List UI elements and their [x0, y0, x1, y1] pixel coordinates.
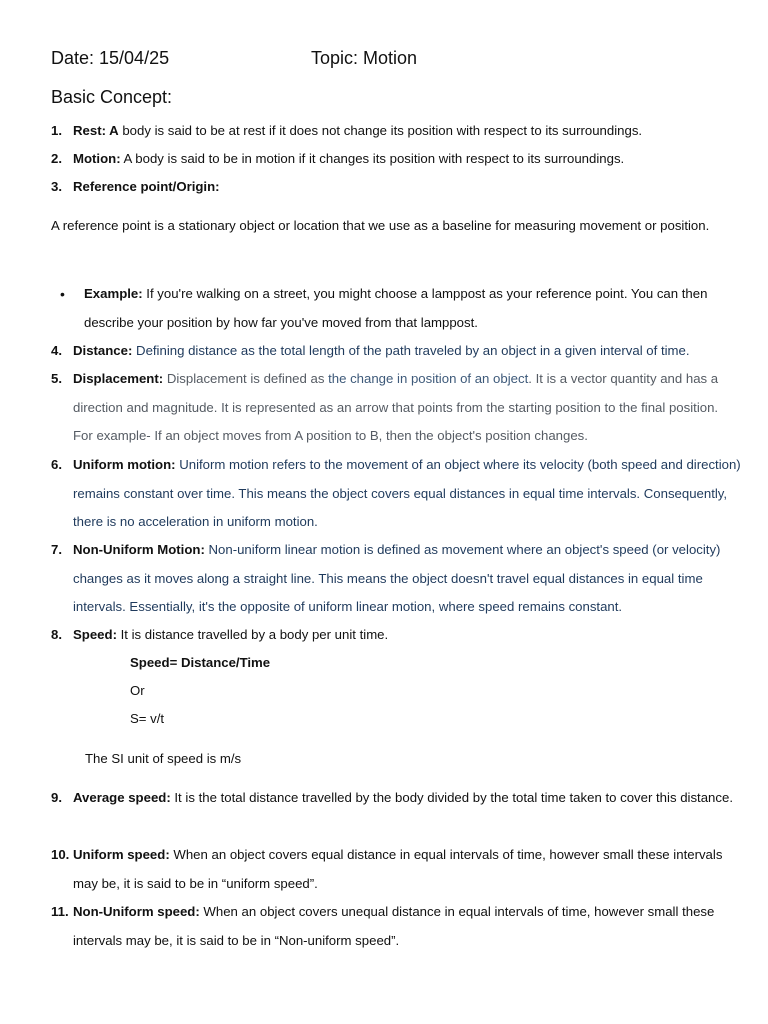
- list-item-reference-point: [51, 173, 741, 202]
- item-term: Non-Uniform Motion:: [73, 542, 205, 557]
- item-term: Average speed:: [73, 790, 171, 805]
- item-text: It is the total distance travelled by the body divided by the total time taken to cover this distance.: [170, 790, 733, 805]
- list-item-non-uniform-motion: [51, 536, 741, 622]
- list-item-motion: [51, 145, 741, 174]
- item-term: Uniform speed:: [73, 847, 170, 862]
- item-number: 4.: [51, 343, 62, 358]
- item-number: 7.: [51, 542, 62, 557]
- item-term: Speed:: [73, 627, 117, 642]
- list-item-speed: [51, 621, 741, 650]
- item-term: Displacement:: [73, 371, 164, 386]
- date-heading: Date: 15/04/25: [51, 48, 170, 68]
- item-text: When an object covers equal distance in equal intervals of time, however small these intervals may be, it is said to be in “uniform speed”.: [73, 847, 723, 891]
- list-item-uniform-speed: [51, 841, 741, 898]
- example-term: Example:: [84, 286, 143, 301]
- bullet-dot: •: [60, 286, 65, 302]
- speed-formula: Speed= Distance/Time: [130, 655, 271, 670]
- item-number: 5.: [51, 371, 62, 386]
- item-term: Uniform motion:: [73, 457, 176, 472]
- item-text: When an object covers unequal distance in equal intervals of time, however small these intervals may be, it is said to be in “Non-uniform speed”.: [73, 904, 715, 948]
- item-number: 10.: [51, 847, 70, 862]
- item-text: Uniform motion refers to the movement of an object where its velocity (both speed and direction) remains constant over time. This means the object covers equal distances in equal time intervals. Consequently, there is no acceleration in uniform motion.: [73, 457, 741, 529]
- list-item-non-uniform-speed: [51, 898, 741, 955]
- item-text: A body is said to be in motion if it changes its position with respect to its surroundings.: [120, 151, 625, 166]
- item-text-a: Displacement is defined as: [163, 371, 329, 386]
- example-text: If you're walking on a street, you might choose a lamppost as your reference point. You can then describe your position by how far you've moved from that lamppost.: [84, 286, 708, 330]
- list-item-distance: [51, 337, 741, 366]
- item-text-c: . It is a vector quantity and has a direction and magnitude. It is represented as an arrow that points from the starting position to the final position. For example- If an object moves from A position to B, then the object's position changes.: [73, 371, 719, 443]
- item-number: 1.: [51, 123, 62, 138]
- basic-concept-heading: Basic Concept:: [51, 87, 173, 107]
- item-number: 6.: [51, 457, 62, 472]
- item-term: Rest: A: [73, 123, 119, 138]
- item-term: Distance:: [73, 343, 133, 358]
- item-text: Non-uniform linear motion is defined as movement where an object's speed (or velocity) changes as it moves along a straight line. This means the object doesn't travel equal distances in equal time intervals. Essentially, it's the opposite of uniform linear motion, where speed remains constant.: [73, 542, 721, 614]
- example-bullet: [60, 280, 740, 337]
- item-number: 8.: [51, 627, 62, 642]
- item-term: Non-Uniform speed:: [73, 904, 200, 919]
- list-item-rest: [51, 117, 741, 146]
- item-number: 3.: [51, 179, 62, 194]
- item-text-highlight: the change in position of an object: [328, 371, 529, 386]
- speed-or: Or: [130, 683, 145, 698]
- item-term: Motion:: [73, 151, 121, 166]
- item-number: 9.: [51, 790, 62, 805]
- item-text: body is said to be at rest if it does not change its position with respect to its surroundings.: [118, 123, 643, 138]
- item-text: Defining distance as the total length of the path traveled by an object in a given interval of time.: [132, 343, 690, 358]
- list-item-displacement: [51, 365, 741, 451]
- item-text: It is distance travelled by a body per unit time.: [116, 627, 389, 642]
- item-number: 11.: [51, 904, 69, 919]
- list-item-uniform-motion: [51, 451, 741, 537]
- item-number: 2.: [51, 151, 62, 166]
- item-term: Reference point/Origin:: [73, 179, 220, 194]
- reference-point-paragraph: A reference point is a stationary object or location that we use as a baseline for measuring movement or position.: [51, 218, 710, 233]
- speed-si-unit: The SI unit of speed is m/s: [85, 751, 242, 766]
- topic-heading: Topic: Motion: [311, 48, 418, 68]
- speed-symbol-formula: S= v/t: [130, 711, 165, 726]
- list-item-average-speed: [51, 784, 741, 813]
